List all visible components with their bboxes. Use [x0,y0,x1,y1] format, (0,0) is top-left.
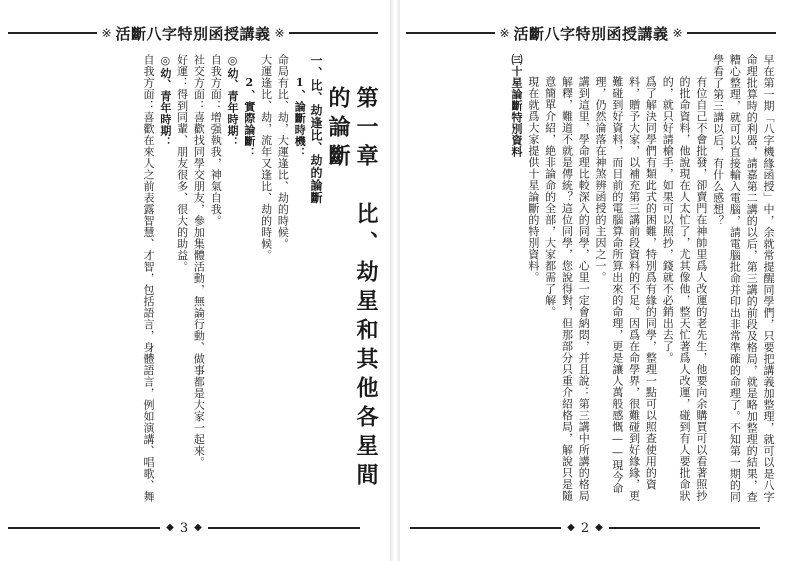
footer-ornament-icon: ◆ [595,522,603,533]
section-heading: ㈢十星論斷特別資料 [510,54,524,158]
left-page-header [8,22,378,44]
right-page-header [406,22,776,44]
footer-rule-left [8,527,160,529]
footer-ornament-icon: ◆ [194,522,202,533]
body-line: 大運逢比、劫，流年又逢比、劫的時候。 [259,54,273,261]
body-paragraph: 有位自己不會批發，卻賣門在神帥里爲人改運的老先生，他要向余購買可以看著照抄的批命資料，他說現在人太忙了，尤其像他，整天忙著爲人改運，碰到有人要批命狀的，就只好請槍手，如果可以照抄，錢就不必銷出去了。 [661,76,708,502]
right-page [400,0,793,561]
book-gutter [390,0,400,561]
footer-rule-left [410,527,561,529]
book-title: 活斷八字特別函授講義 [513,24,669,43]
header-ornament-icon: ※ [274,26,285,40]
body-paragraph: 爲了解決同學們有類此式的困難，特別爲有緣的同學，整理一點可以照查使用的資料，贈予大家，以補充第三講前段資料的不足。因爲在命學界，很難碰到好緣緣，更難碰到好資料，而目前的電腦算命所算出來的命理，更是讓人萬般感慨——現今命理，仍然淪落在神煞辨函授的主因之一。 [594,76,658,502]
body-line: 自我方面：喜歡在來人之前表露智慧、才智，包括語言，身體語言，例如演講、唱歌、舞 [142,54,156,503]
book-title: 活斷八字特別函授講義 [115,24,271,43]
body-line: 1、論斷時機： [293,76,307,159]
header-ornament-icon: ※ [672,26,683,40]
page-number: 2 [580,520,590,536]
left-page-body [46,54,380,504]
body-line: 社交方面：喜歡找同學交朋友，參加集體活動，無論行動、做事都是大家一起來。 [192,54,206,468]
header-rule-right [289,32,378,34]
right-page-body [410,54,776,504]
header-ornament-icon: ※ [101,26,112,40]
section-title: 一、比、劫逢比、劫的論斷 [309,54,323,204]
body-line: ◎幼、青年時期： [226,54,240,148]
footer-ornament-icon: ◆ [166,522,174,533]
footer-rule-right [609,527,760,529]
body-paragraph: 早在第一期「八字機緣函授」中，余就常提醒同學們，只要把講義加整理，就可以是八字命理批算時的利器，請嘉第二講的以后，第三講的前段及格局，就是略加整理的結果，查糟心整理，就可以直接輸入電腦，請電腦批命并印出非常準確的命理了。不知第一期的同學看了第三講以后，有什么感想？ [711,54,775,503]
body-line: 命局有比、劫，大運逢比、劫的時候。 [276,54,290,250]
body-paragraph: 講到這里，學命理比較深入的同學，心里一定會納悶，并且說：第三講中所講的格局解釋，難道不就是傳統？這位同學，您說得對，但那部分只重介紹格局，解說只是隨意簡單介紹，絶非論命的全部，大家都需了解。 [543,76,591,502]
footer-ornament-icon: ◆ [567,522,575,533]
left-page-footer [8,519,360,537]
header-rule-right [687,32,776,34]
page-number: 3 [179,520,189,536]
body-line: ◎幼、青年時期： [158,54,172,148]
body-paragraph: 現在就爲大家提供十星論斷的特別資料。 [526,76,540,283]
header-rule-left [406,32,495,34]
chapter-title: 第一章 比、劫星和其他各星間的論斷 [325,86,379,492]
right-page-footer [410,519,760,537]
body-line: 2、實際論斷： [242,76,256,159]
body-line: 好運：得到同輩、朋友很多、很大的助益。 [175,54,189,273]
body-line: 自我方面：增强執我，神氣自我。 [209,54,223,227]
header-ornament-icon: ※ [499,26,510,40]
footer-rule-right [208,527,360,529]
header-rule-left [8,32,97,34]
left-page [0,0,390,561]
